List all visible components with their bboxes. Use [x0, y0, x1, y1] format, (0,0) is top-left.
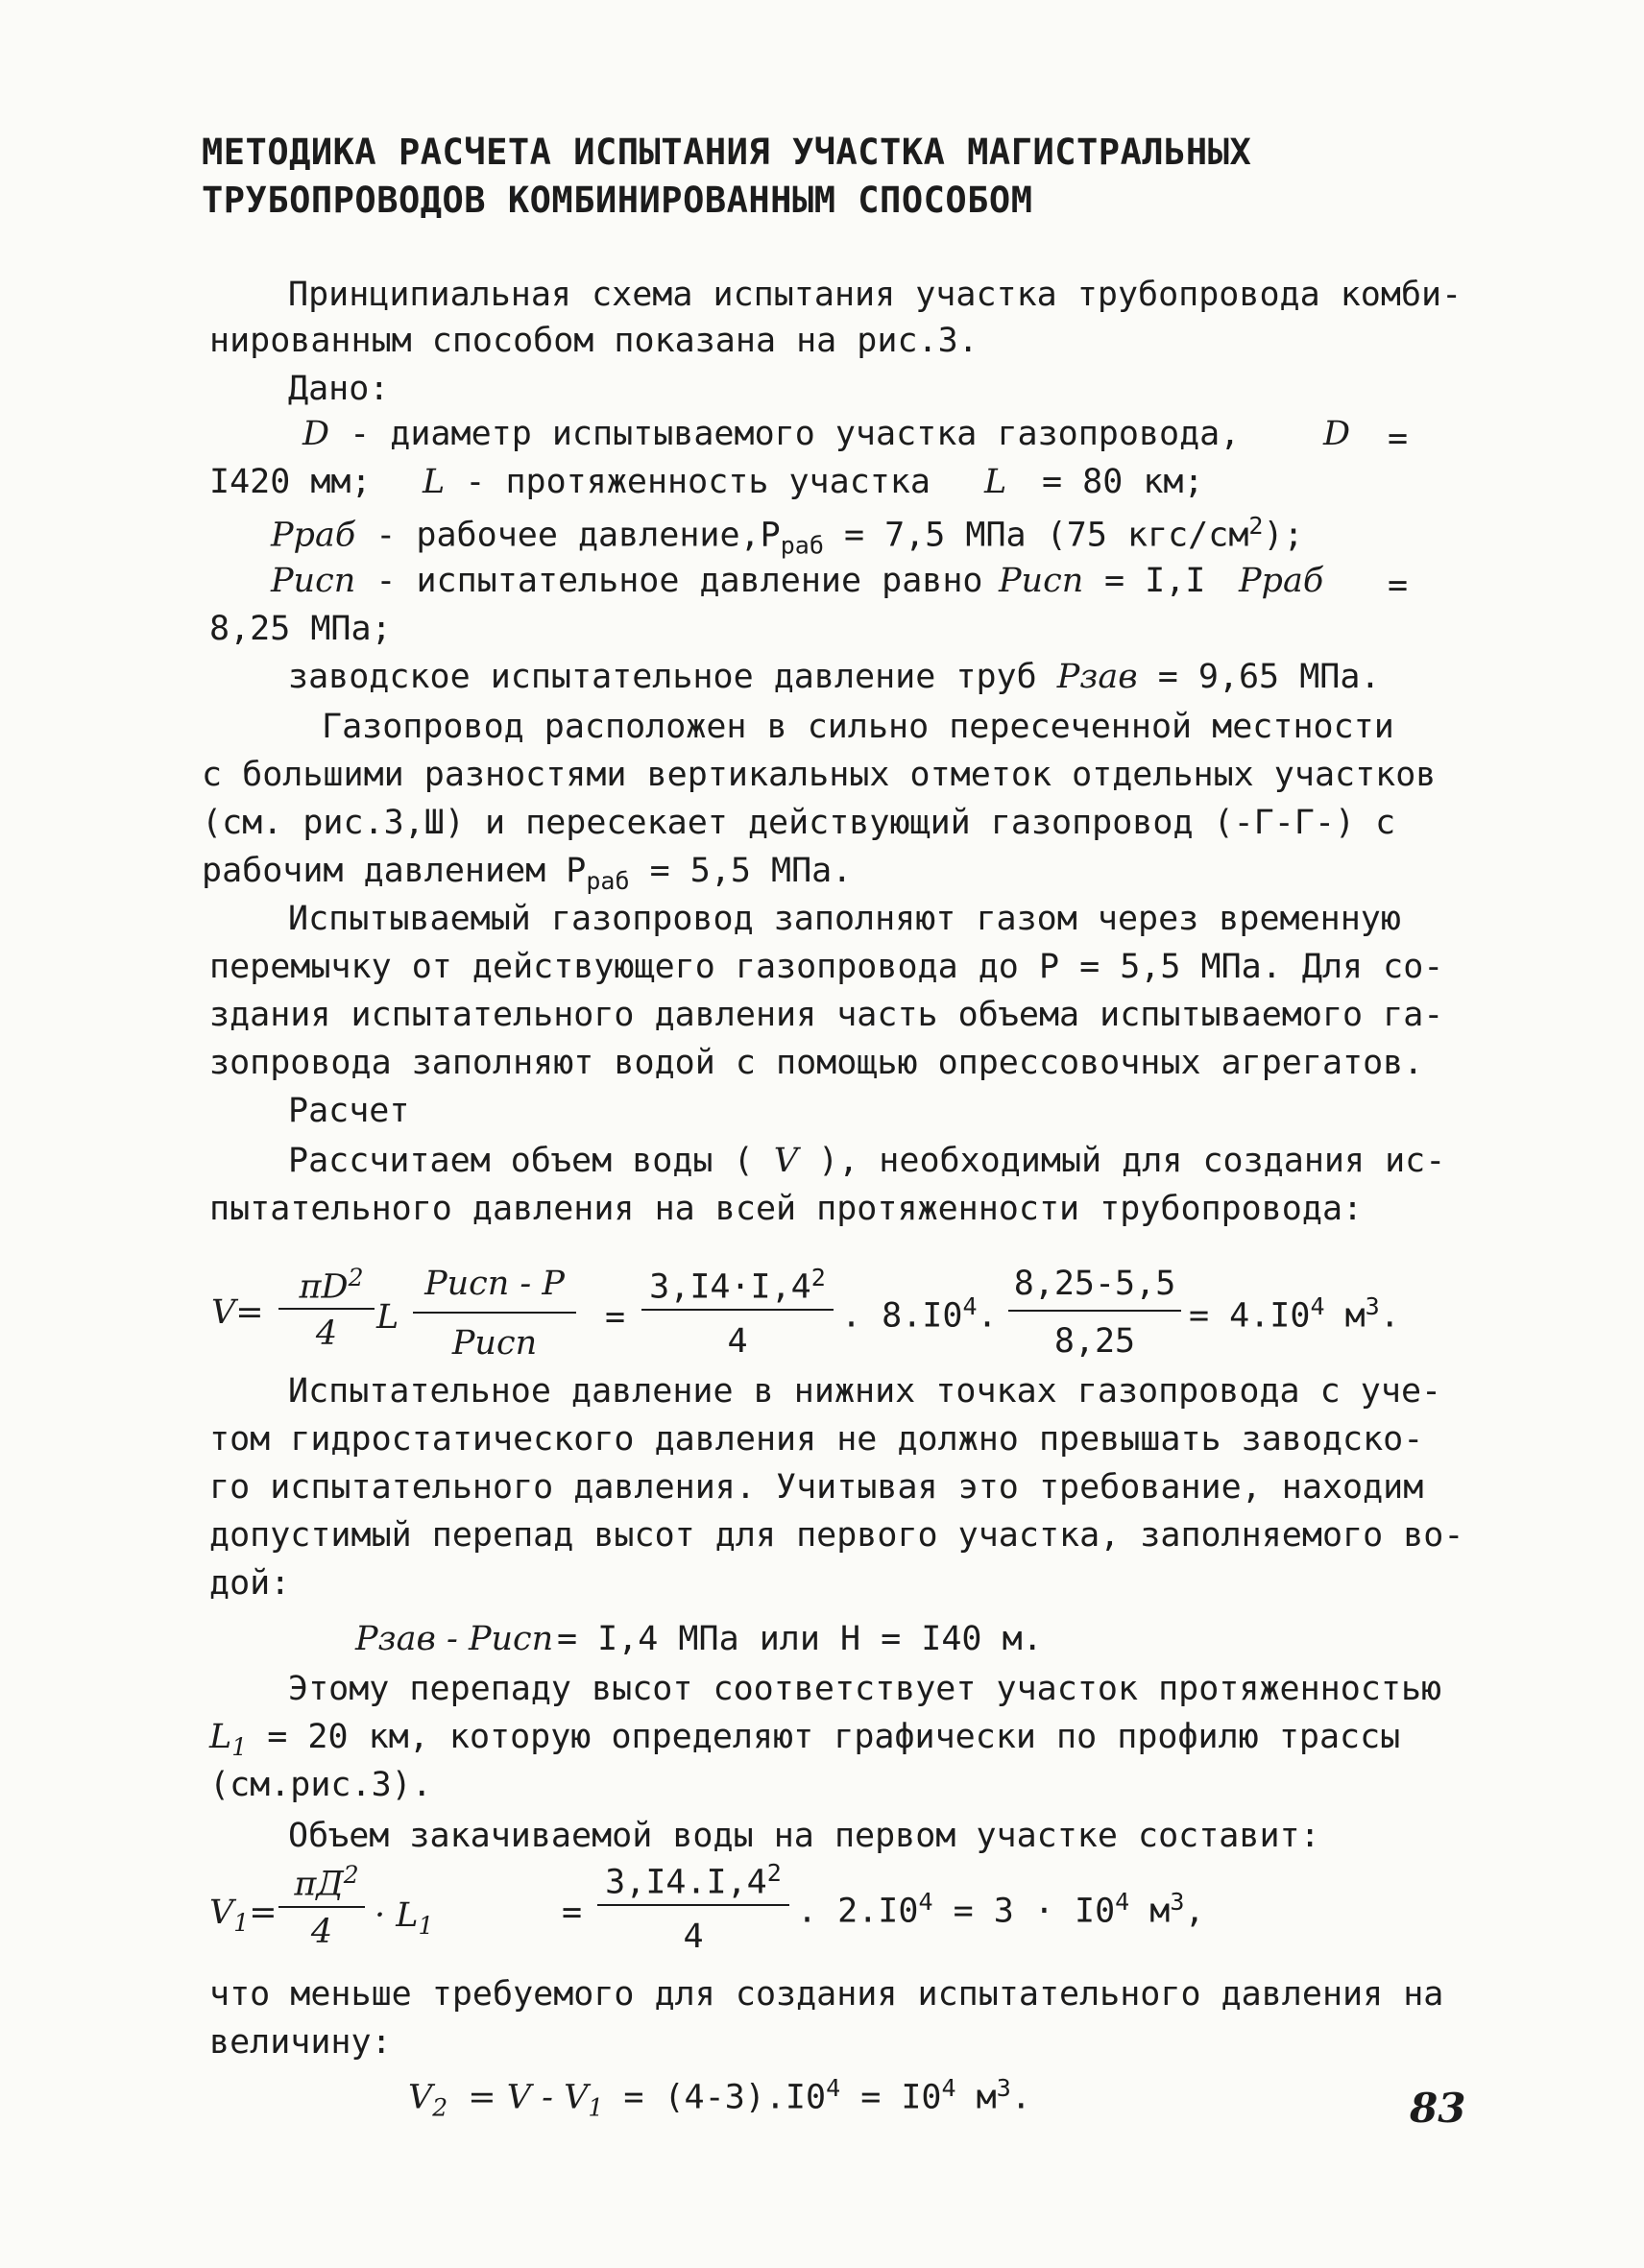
f1-unit-sup: 3 — [1365, 1292, 1380, 1320]
para4-text-a: Рассчитаем объем воды ( — [288, 1142, 754, 1180]
given-prab-desc: - рабочее давление, — [375, 516, 761, 555]
f4-res: = (4-3).I0 — [623, 2078, 827, 2117]
symbol-l: L — [423, 463, 446, 501]
given-pzav-line — [288, 658, 1381, 696]
intro-line-1: Принципиальная схема испытания участка трубопровода комби- — [288, 276, 1463, 314]
f1-den4: 8,25 — [1053, 1322, 1136, 1361]
f3-dotl — [375, 1896, 434, 1940]
f3-unit: м — [1149, 1892, 1171, 1931]
f1-res-text: = 4.I0 — [1189, 1296, 1311, 1336]
para3-line-4: зопровода заполняют водой с помощью опрессовочных агрегатов. — [209, 1044, 1424, 1082]
f1-mid-text: . 8.I0 — [841, 1296, 963, 1336]
page-number: 83 — [1410, 2085, 1466, 2132]
f1-num4: 8,25-5,5 — [1013, 1265, 1176, 1303]
para7-line: Объем закачиваемой воды на первом участке составит: — [288, 1817, 1320, 1855]
para2-text: рабочим давлением Р — [202, 852, 587, 890]
para2-line-4 — [202, 852, 853, 895]
f3-l-sub: 1 — [418, 1912, 434, 1940]
dano-label: Дано: — [288, 370, 390, 408]
f3-mid-sup: 4 — [918, 1888, 933, 1916]
f3-res: = 3 · I0 — [953, 1892, 1116, 1931]
f4-v2: V — [408, 2078, 433, 2117]
f3-bar1 — [278, 1906, 365, 1908]
symbol-l1-sub: 1 — [231, 1733, 248, 1761]
f1-num3-text: 3,I4·I,4 — [649, 1267, 811, 1307]
f1-end: . — [1379, 1296, 1400, 1336]
f4-v1-sub: 1 — [588, 2093, 604, 2122]
symbol-prab-2: Pраб — [1239, 562, 1324, 600]
f1-res-sup: 4 — [1310, 1292, 1325, 1320]
given-pisp-line — [271, 562, 983, 600]
f4-unit-sup: 3 — [996, 2074, 1011, 2102]
para4-line-1 — [288, 1142, 1446, 1180]
f3-eq2: = — [562, 1894, 583, 1932]
symbol-l-2: L — [984, 463, 1007, 501]
given-prab-sub: раб — [780, 531, 824, 560]
f4-res2-sup: 4 — [941, 2074, 956, 2102]
para6-line-3: (см.рис.3). — [209, 1766, 432, 1804]
f1-lhs: V= — [211, 1293, 264, 1332]
given-prab-val: = 7,5 МПа (75 кгс/см — [843, 516, 1249, 555]
f4-res-sup: 4 — [826, 2074, 841, 2102]
para4-line-2: пытательного давления на всей протяженности трубопровода: — [209, 1190, 1364, 1228]
f4-end: . — [1010, 2078, 1031, 2117]
f1-num2: Pисп - P — [424, 1265, 565, 1303]
f3-unit-sup: 3 — [1170, 1888, 1185, 1916]
given-d-eq: = — [1388, 420, 1409, 458]
para4-text-b: ), необходимый для создания ис- — [818, 1142, 1446, 1180]
f3-lhs-sub: 1 — [233, 1909, 250, 1937]
f3-num1 — [278, 1863, 375, 1902]
symbol-d-2: D — [1323, 415, 1351, 453]
f1-mid-sup: 4 — [962, 1292, 978, 1320]
symbol-pisp-2: Pисп — [999, 562, 1084, 600]
given-prab-p: P — [760, 516, 781, 555]
f1-res — [1189, 1294, 1400, 1334]
f1-unit: м — [1344, 1296, 1366, 1336]
f1-bar3 — [641, 1309, 834, 1311]
f3-den2: 4 — [683, 1918, 704, 1956]
f3-lhs-text: V — [209, 1894, 234, 1932]
para6-text: = 20 км, которую определяют графически по профилю трассы — [267, 1718, 1401, 1756]
symbol-pisp: Pисп — [271, 562, 356, 600]
symbol-v: V — [773, 1142, 799, 1180]
para6-line-2 — [209, 1718, 1401, 1761]
f1-den3: 4 — [727, 1322, 748, 1361]
para2-line-3: (см. рис.3,Ш) и пересекает действующий газопровод (-Г-Г-) с — [202, 804, 1396, 842]
f3-eq: = — [249, 1894, 278, 1932]
f3-num2 — [597, 1861, 789, 1900]
given-pisp-eq: = — [1388, 567, 1409, 605]
given-l-val: = 80 км; — [1042, 463, 1204, 501]
raschet-label: Расчет — [288, 1092, 410, 1130]
given-prab-line — [271, 514, 1304, 558]
f3-den1: 4 — [310, 1913, 333, 1951]
given-d-desc: - диаметр испытываемого участка газопровода, — [350, 415, 1241, 453]
f1-num1-text: πD — [299, 1267, 349, 1307]
para5-line-4: допустимый перепад высот для первого участка, заполняемого во- — [209, 1516, 1464, 1555]
f1-eq: = — [605, 1298, 626, 1337]
f1-l: L — [376, 1298, 399, 1337]
f1-den1: 4 — [315, 1315, 338, 1353]
title-line-2: ТРУБОПРОВОДОВ КОМБИНИРОВАННЫМ СПОСОБОМ — [202, 180, 1033, 221]
f3-mid: . 2.I0 — [797, 1892, 919, 1931]
f2-lhs: Pзав - Pисп — [355, 1620, 554, 1658]
intro-line-2: нированным способом показана на рис.3. — [209, 322, 979, 360]
given-d-val: I420 мм; — [209, 463, 372, 501]
f3-lhs — [209, 1896, 278, 1935]
para5-line-3: го испытательного давления. Учитывая это требование, находим — [209, 1468, 1424, 1507]
para8-line-1: что меньше требуемого для создания испытательного давления на — [209, 1975, 1444, 2014]
f3-num2-sup: 2 — [766, 1859, 782, 1887]
title-line-1: МЕТОДИКА РАСЧЕТА ИСПЫТАНИЯ УЧАСТКА МАГИСТРАЛЬНЫХ — [202, 132, 1252, 173]
f4-res2: = I0 — [860, 2078, 942, 2117]
f1-mid — [841, 1294, 998, 1334]
f3-bar2 — [597, 1904, 789, 1906]
f1-bar2 — [413, 1312, 576, 1314]
f1-num3-sup: 2 — [810, 1264, 826, 1291]
given-prab-sup: 2 — [1248, 512, 1264, 540]
f1-num1 — [278, 1266, 384, 1305]
f1-bar4 — [1008, 1310, 1181, 1312]
f3-res-sup: 4 — [1115, 1888, 1130, 1916]
f4-v2-sub: 2 — [432, 2093, 448, 2122]
symbol-l1: L — [209, 1718, 232, 1756]
para6-line-1: Этому перепаду высот соответствует участок протяженностью — [288, 1670, 1442, 1708]
given-pzav-val: = 9,65 МПа. — [1157, 658, 1381, 696]
para5-line-1: Испытательное давление в нижних точках газопровода с уче- — [288, 1372, 1442, 1411]
f1-bar1 — [278, 1308, 375, 1310]
symbol-pzav: Pзав — [1056, 658, 1138, 696]
para3-line-2: перемычку от действующего газопровода до Р = 5,5 МПа. Для со- — [209, 948, 1444, 986]
para5-line-2: том гидростатического давления не должно превышать заводско- — [209, 1420, 1424, 1459]
given-d-line — [302, 415, 1241, 453]
f3-tail — [797, 1890, 1205, 1929]
given-pisp-val: 8,25 МПа; — [209, 610, 392, 648]
f4-eq: = V - V — [468, 2078, 589, 2117]
para3-line-3: здания испытательного давления часть объема испытываемого га- — [209, 996, 1444, 1034]
f1-num1-sup: 2 — [348, 1264, 364, 1291]
f3-num1-text: πД — [294, 1865, 344, 1904]
f1-dot: . — [977, 1296, 998, 1336]
para5-line-5: дой: — [209, 1564, 291, 1603]
given-l-desc: - протяженность участка — [465, 463, 931, 501]
given-pisp-coef: = I,I — [1104, 562, 1206, 600]
given-prab-end: ); — [1263, 516, 1304, 555]
para3-line-1: Испытываемый газопровод заполняют газом через временную — [288, 900, 1401, 938]
para2-line-1: Газопровод расположен в сильно пересеченной местности — [322, 708, 1394, 746]
f2-rhs: = I,4 МПа или Н = I40 м. — [557, 1620, 1043, 1658]
f3-num2-text: 3,I4.I,4 — [605, 1863, 767, 1902]
para2-line-2: с большими разностями вертикальных отметок отдельных участков — [202, 756, 1437, 794]
symbol-prab: Pраб — [271, 516, 356, 555]
f3-num1-sup: 2 — [343, 1861, 359, 1889]
para2-sub: раб — [586, 867, 630, 895]
symbol-d: D — [302, 415, 330, 453]
f3-dotl-text: · L — [375, 1896, 419, 1935]
given-l-line — [423, 463, 931, 501]
formula-4 — [408, 2076, 1031, 2120]
f3-end: , — [1184, 1892, 1205, 1931]
f4-unit: м — [976, 2078, 997, 2117]
para8-line-2: величину: — [209, 2023, 392, 2062]
para2-val: = 5,5 МПа. — [649, 852, 853, 890]
f1-den2: Pисп — [451, 1324, 538, 1363]
given-pisp-desc: - испытательное давление равно — [375, 562, 983, 600]
f1-num3 — [641, 1266, 834, 1305]
given-pzav-pre: заводское испытательное давление труб — [288, 658, 1037, 696]
